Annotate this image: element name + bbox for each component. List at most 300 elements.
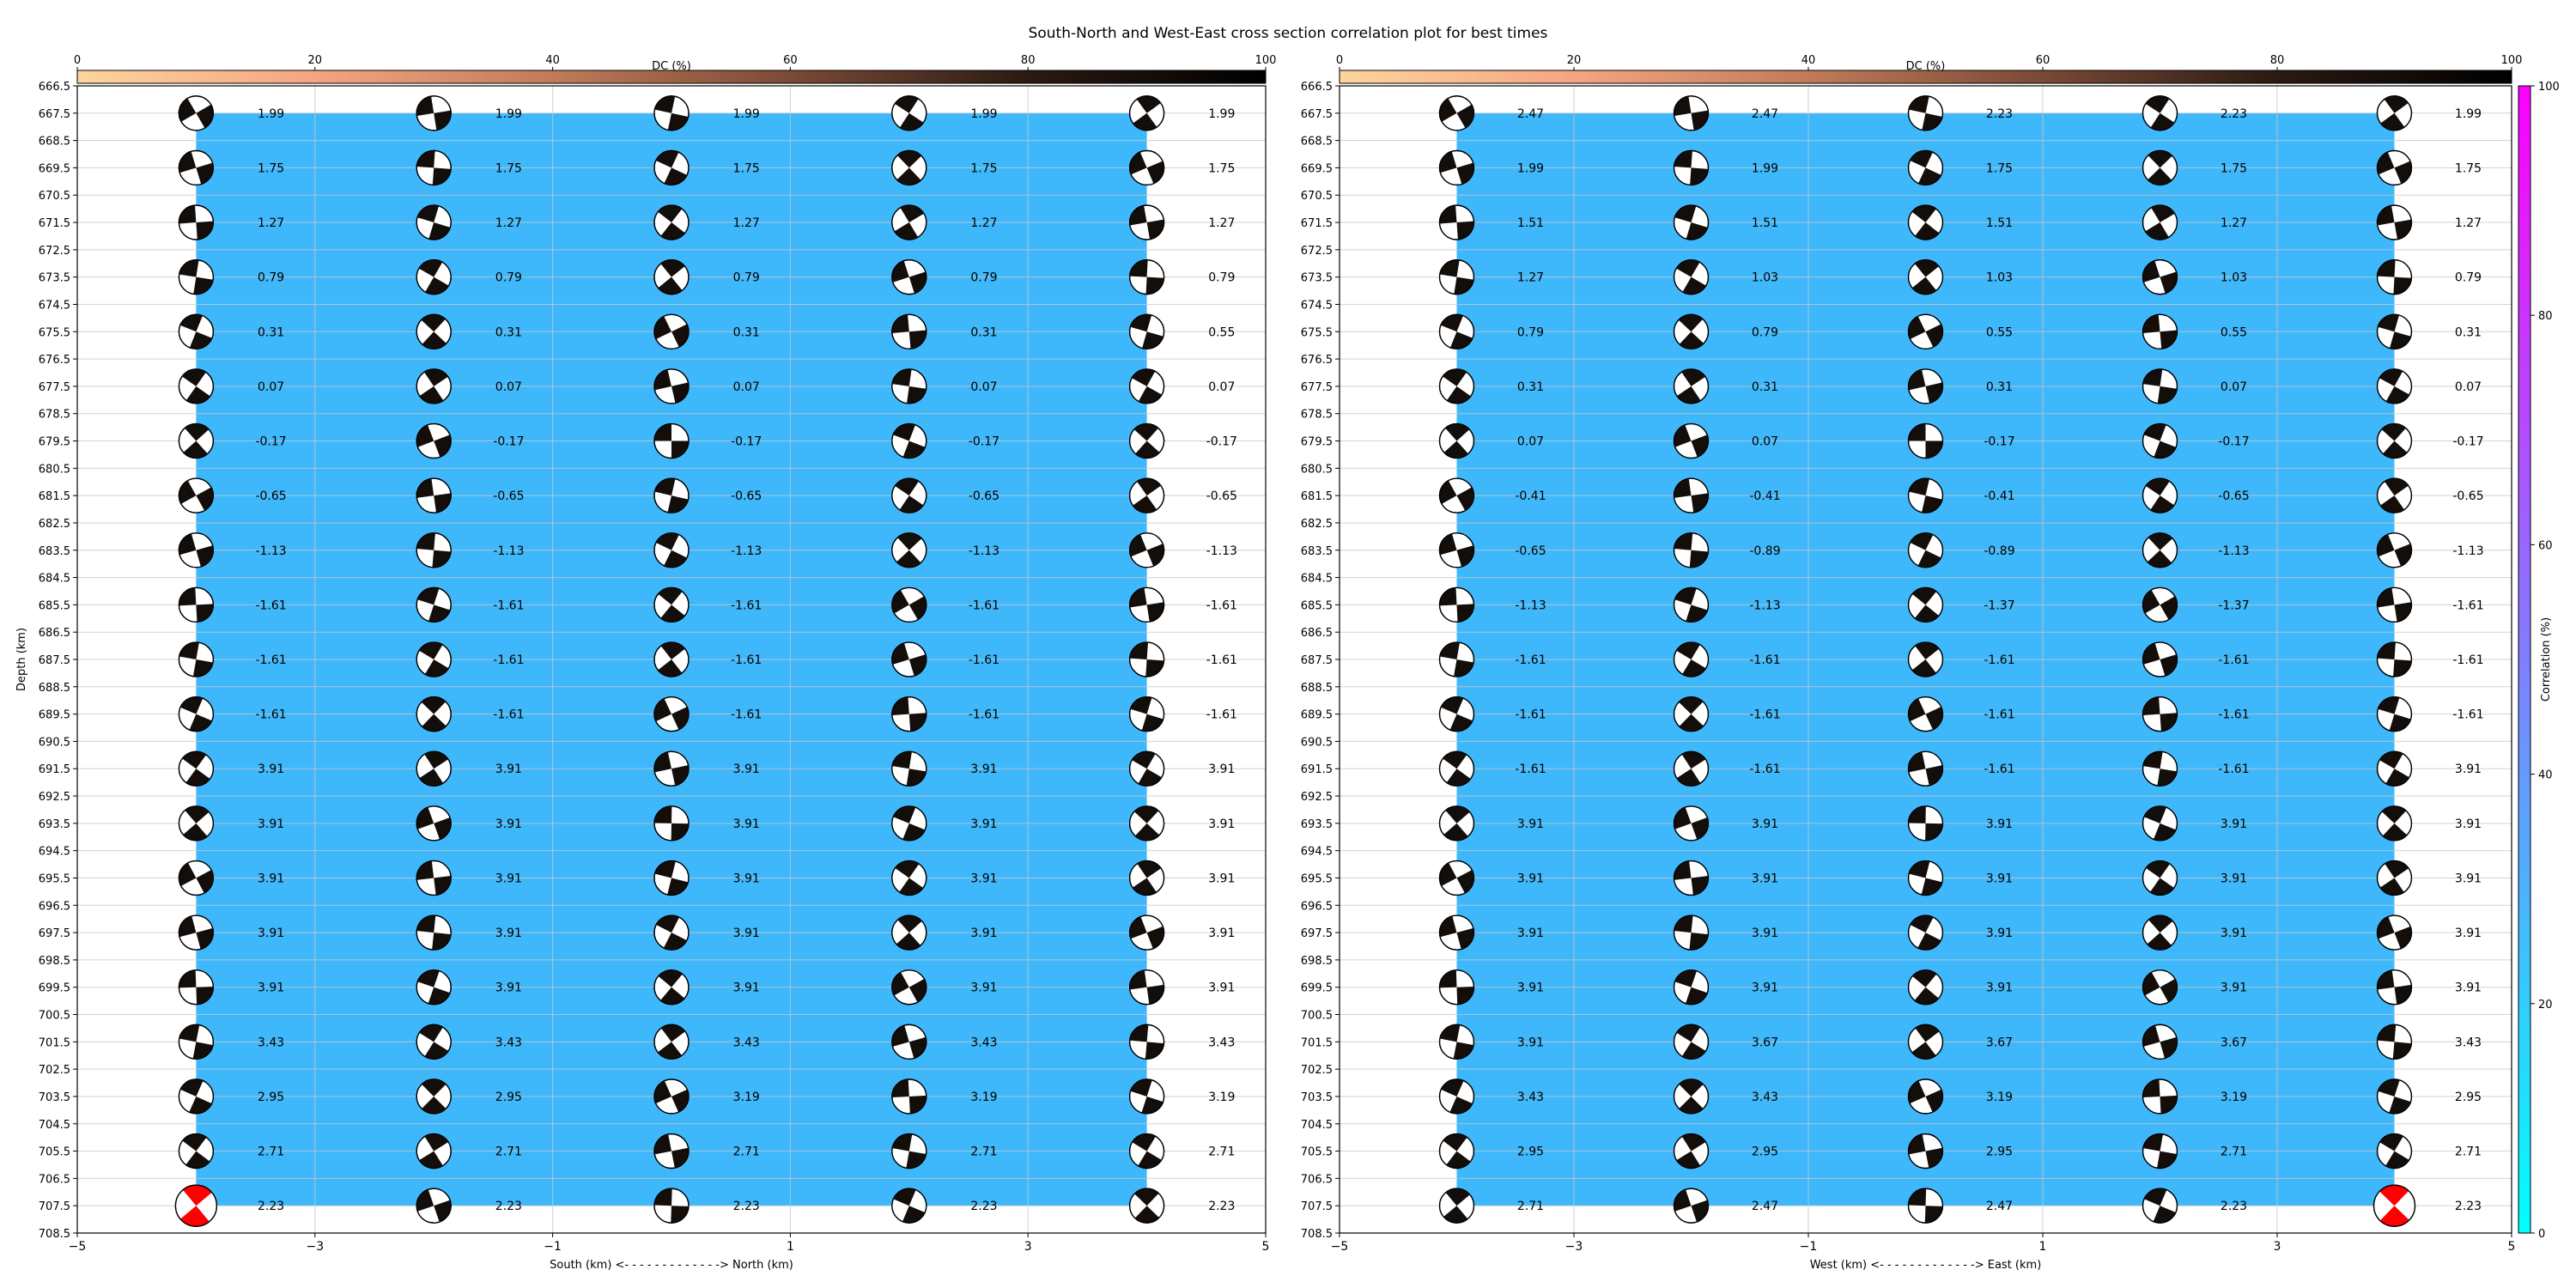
beachball xyxy=(179,1079,213,1114)
beachball xyxy=(1440,150,1474,185)
y-tick-label: 680.5 xyxy=(38,463,70,477)
time-label: 1.99 xyxy=(1516,161,1545,176)
y-tick-label: 674.5 xyxy=(38,299,70,313)
time-label: -1.61 xyxy=(1749,762,1781,777)
time-label: -1.13 xyxy=(2452,544,2484,558)
time-label: -0.17 xyxy=(968,434,1000,449)
y-tick-label: 671.5 xyxy=(1300,217,1333,231)
time-label: 2.71 xyxy=(2220,1145,2248,1159)
time-label: 1.51 xyxy=(1516,216,1545,231)
beachball xyxy=(1909,205,1943,240)
y-tick-label: 673.5 xyxy=(38,271,70,285)
beachball xyxy=(654,369,689,404)
time-label: 1.99 xyxy=(1208,106,1236,121)
beachball xyxy=(1674,478,1709,513)
time-label: 0.55 xyxy=(1985,325,2014,340)
beachball xyxy=(1130,314,1164,349)
beachball xyxy=(1674,1188,1709,1223)
time-label: -0.65 xyxy=(731,489,762,504)
y-tick-label: 686.5 xyxy=(1300,627,1333,641)
time-label: -1.61 xyxy=(1206,653,1237,667)
beachball xyxy=(1909,314,1943,349)
time-label: 3.43 xyxy=(732,1036,760,1050)
time-label: 3.91 xyxy=(258,927,285,941)
beachball xyxy=(1909,587,1943,622)
beachball xyxy=(654,1079,689,1114)
time-label: 3.19 xyxy=(970,1090,998,1104)
beachball xyxy=(2143,205,2178,240)
beachball xyxy=(2143,970,2178,1005)
x-tick-label: −1 xyxy=(544,1240,562,1254)
time-label: 1.27 xyxy=(1516,270,1545,285)
time-label: 3.91 xyxy=(1208,817,1236,831)
y-tick-label: 696.5 xyxy=(38,900,70,914)
beachball xyxy=(1674,1024,1709,1059)
time-label: 3.91 xyxy=(1516,817,1545,831)
beachball xyxy=(1909,424,1943,459)
time-label: 0.79 xyxy=(1751,325,1779,340)
y-tick-label: 706.5 xyxy=(1300,1173,1333,1187)
y-tick-label: 707.5 xyxy=(38,1200,70,1214)
beachball xyxy=(892,1079,927,1114)
beachball xyxy=(416,205,451,240)
time-label: -0.65 xyxy=(1206,489,1237,504)
beachball xyxy=(416,751,451,786)
time-label: 0.31 xyxy=(1985,380,2014,394)
beachball xyxy=(654,478,689,513)
beachball xyxy=(1440,642,1474,677)
beachball xyxy=(179,314,213,349)
time-label: 3.91 xyxy=(1751,872,1779,886)
y-tick-label: 704.5 xyxy=(38,1118,70,1132)
beachball xyxy=(1130,150,1164,185)
beachball xyxy=(1674,587,1709,622)
beachball xyxy=(1909,915,1943,950)
y-tick-label: 685.5 xyxy=(1300,599,1333,613)
time-label: -1.61 xyxy=(968,708,1000,722)
beachball xyxy=(1909,1134,1943,1169)
beachball xyxy=(416,697,451,732)
time-label: -1.61 xyxy=(2452,653,2484,667)
time-label: -1.61 xyxy=(1749,708,1781,722)
time-label: -0.17 xyxy=(2218,434,2250,449)
beachball xyxy=(179,424,213,459)
time-label: -1.61 xyxy=(1515,653,1546,667)
time-label: 3.91 xyxy=(970,872,998,886)
x-tick-label: 5 xyxy=(2507,1240,2516,1254)
corr-colorbar-tick-label: 20 xyxy=(2538,998,2553,1012)
beachball xyxy=(416,1024,451,1059)
time-label: 3.43 xyxy=(1208,1036,1236,1050)
time-label: 3.43 xyxy=(970,1036,998,1050)
beachball xyxy=(2143,96,2178,131)
beachball xyxy=(416,96,451,131)
beachball xyxy=(2143,424,2178,459)
time-label: 1.75 xyxy=(495,161,522,176)
time-label: 3.91 xyxy=(2454,762,2482,777)
beachball xyxy=(1440,860,1474,895)
time-label: 3.91 xyxy=(1516,981,1545,995)
beachball xyxy=(654,860,689,895)
time-label: 3.91 xyxy=(2454,981,2482,995)
y-tick-label: 705.5 xyxy=(1300,1145,1333,1159)
beachball xyxy=(654,96,689,131)
beachball xyxy=(892,260,927,295)
time-label: -0.65 xyxy=(255,489,287,504)
y-tick-label: 703.5 xyxy=(38,1091,70,1104)
time-label: 1.75 xyxy=(1985,161,2014,176)
time-label: -1.61 xyxy=(255,598,287,613)
time-label: 0.07 xyxy=(258,380,285,394)
time-label: 0.55 xyxy=(2220,325,2248,340)
time-label: -1.61 xyxy=(2218,762,2250,777)
y-tick-label: 690.5 xyxy=(1300,736,1333,750)
dc-colorbar-tick-label: 20 xyxy=(307,54,323,67)
beachball xyxy=(1440,587,1474,622)
beachball xyxy=(2142,1079,2177,1114)
y-tick-label: 679.5 xyxy=(38,435,70,449)
beachball xyxy=(654,1024,689,1059)
beachball xyxy=(654,970,689,1005)
beachball xyxy=(1130,205,1164,240)
beachball xyxy=(1909,860,1943,895)
beachball xyxy=(1440,806,1474,841)
dc-colorbar-label: DC (%) xyxy=(652,60,691,73)
beachball xyxy=(1439,478,1473,513)
beachball xyxy=(1909,533,1943,568)
time-label: 1.27 xyxy=(970,216,998,231)
beachball xyxy=(892,1188,927,1223)
time-label: 2.23 xyxy=(2454,1200,2482,1214)
y-tick-label: 678.5 xyxy=(38,408,70,422)
beachball xyxy=(2378,369,2412,404)
time-label: 0.07 xyxy=(1516,434,1545,449)
time-label: 0.07 xyxy=(2220,380,2248,394)
beachball xyxy=(1440,96,1474,131)
time-label: -1.13 xyxy=(1515,598,1546,613)
beachball xyxy=(2378,260,2412,295)
time-label: 3.91 xyxy=(2220,981,2248,995)
y-tick-label: 694.5 xyxy=(1300,845,1333,859)
beachball xyxy=(892,478,927,513)
beachball xyxy=(1440,970,1474,1005)
y-tick-label: 686.5 xyxy=(38,627,70,641)
time-label: 3.91 xyxy=(1208,872,1236,886)
beachball xyxy=(416,260,451,295)
beachball xyxy=(654,587,689,622)
beachball xyxy=(2143,751,2178,786)
beachball xyxy=(654,1134,689,1169)
beachball xyxy=(654,697,689,732)
beachball xyxy=(1674,697,1709,732)
y-tick-label: 670.5 xyxy=(38,190,70,204)
y-tick-label: 688.5 xyxy=(1300,681,1333,695)
beachball xyxy=(1674,642,1709,677)
beachball xyxy=(179,806,213,841)
time-label: 1.51 xyxy=(1751,216,1779,231)
beachball xyxy=(416,150,451,185)
time-label: 1.27 xyxy=(1208,216,1236,231)
time-label: 3.91 xyxy=(258,762,285,777)
beachball xyxy=(2378,642,2412,677)
beachball xyxy=(892,642,927,677)
time-label: -1.61 xyxy=(1984,653,2015,667)
time-label: 3.19 xyxy=(2220,1090,2248,1104)
beachball xyxy=(1674,150,1709,185)
y-tick-label: 698.5 xyxy=(38,954,70,968)
time-label: 3.91 xyxy=(1208,927,1236,941)
beachball xyxy=(2377,915,2411,950)
time-label: 2.23 xyxy=(970,1200,998,1214)
time-label: 0.07 xyxy=(1751,434,1779,449)
beachball xyxy=(1674,915,1709,950)
beachball xyxy=(2378,970,2412,1005)
beachball xyxy=(179,96,213,131)
beachball xyxy=(1440,1188,1474,1223)
beachball xyxy=(2143,806,2178,841)
time-label: 2.47 xyxy=(1985,1200,2014,1214)
y-tick-label: 684.5 xyxy=(38,572,70,586)
x-tick-label: −3 xyxy=(1564,1240,1583,1254)
beachball xyxy=(892,1134,927,1169)
beachball xyxy=(1674,533,1709,568)
time-label: -0.17 xyxy=(1984,434,2015,449)
corr-colorbar-tick-label: 60 xyxy=(2538,539,2553,553)
corr-colorbar-tick-label: 80 xyxy=(2538,310,2553,324)
y-tick-label: 687.5 xyxy=(38,654,70,667)
beachball xyxy=(1440,205,1474,240)
time-label: 3.91 xyxy=(495,981,522,995)
time-label: 3.91 xyxy=(2220,927,2248,941)
time-label: -1.61 xyxy=(968,653,1000,667)
y-tick-label: 670.5 xyxy=(1300,190,1333,204)
beachball xyxy=(1674,424,1709,459)
y-tick-label: 683.5 xyxy=(38,544,70,558)
time-label: -1.61 xyxy=(255,708,287,722)
beachball xyxy=(1440,697,1474,732)
time-label: -1.61 xyxy=(731,598,762,613)
time-label: 3.19 xyxy=(1985,1090,2014,1104)
time-label: 0.07 xyxy=(495,380,522,394)
beachball xyxy=(892,96,927,131)
time-label: 3.91 xyxy=(1516,1036,1545,1050)
dc-colorbar-tick-label: 60 xyxy=(783,54,798,67)
y-tick-label: 672.5 xyxy=(1300,244,1333,258)
y-tick-label: 666.5 xyxy=(1300,81,1333,94)
time-label: -1.61 xyxy=(2452,708,2484,722)
y-tick-label: 688.5 xyxy=(38,681,70,695)
beachball xyxy=(654,806,689,841)
y-tick-label: 676.5 xyxy=(1300,354,1333,368)
beachball xyxy=(2143,1188,2178,1223)
time-label: 0.79 xyxy=(1516,325,1545,340)
time-label: 3.19 xyxy=(732,1090,760,1104)
y-tick-label: 702.5 xyxy=(38,1064,70,1078)
beachball xyxy=(1674,751,1709,786)
time-label: 2.23 xyxy=(258,1200,285,1214)
beachball xyxy=(1440,314,1474,349)
time-label: 2.95 xyxy=(1516,1145,1545,1159)
time-label: 3.91 xyxy=(970,762,998,777)
dc-colorbar-tick-label: 60 xyxy=(2035,54,2050,67)
time-label: 2.47 xyxy=(1516,106,1545,121)
time-label: 1.27 xyxy=(732,216,760,231)
corr-colorbar-tick-label: 100 xyxy=(2538,81,2560,94)
time-label: 3.91 xyxy=(2220,817,2248,831)
time-label: 3.91 xyxy=(732,872,760,886)
time-label: 2.23 xyxy=(1985,106,2014,121)
dc-colorbar-tick-label: 100 xyxy=(1255,54,1277,67)
time-label: -1.37 xyxy=(1984,598,2015,613)
beachball xyxy=(892,424,927,459)
time-label: -1.13 xyxy=(1206,544,1237,558)
y-tick-label: 699.5 xyxy=(1300,981,1333,995)
y-tick-label: 673.5 xyxy=(1300,271,1333,285)
time-label: 3.91 xyxy=(970,927,998,941)
time-label: 0.07 xyxy=(970,380,998,394)
beachball xyxy=(892,915,927,950)
time-label: -1.61 xyxy=(2218,653,2250,667)
y-tick-label: 700.5 xyxy=(1300,1009,1333,1023)
y-tick-label: 707.5 xyxy=(1300,1200,1333,1214)
time-label: 0.31 xyxy=(970,325,998,340)
beachball xyxy=(1674,260,1709,295)
x-axis-label: West (km) <- - - - - - - - - - - - -> East (km) xyxy=(1809,1259,2042,1272)
beachball xyxy=(2378,314,2412,349)
time-label: -0.17 xyxy=(493,434,525,449)
x-tick-label: −1 xyxy=(1799,1240,1818,1254)
beachball xyxy=(179,642,213,677)
time-label: 1.03 xyxy=(1751,270,1779,285)
correlation-colorbar-label: Correlation (%) xyxy=(2540,617,2553,702)
time-label: -0.65 xyxy=(493,489,525,504)
beachball xyxy=(654,424,689,459)
beachball xyxy=(1909,642,1943,677)
time-label: -0.65 xyxy=(1515,544,1546,558)
x-tick-label: 1 xyxy=(2038,1240,2047,1254)
time-label: 2.95 xyxy=(1985,1145,2014,1159)
time-label: 1.75 xyxy=(1208,161,1236,176)
beachball xyxy=(179,1024,213,1059)
beachball xyxy=(175,1185,216,1226)
beachball xyxy=(2378,533,2412,568)
time-label: -0.89 xyxy=(1749,544,1781,558)
y-tick-label: 681.5 xyxy=(1300,490,1333,504)
beachball xyxy=(2378,205,2412,240)
beachball xyxy=(892,150,927,185)
beachball xyxy=(2378,96,2412,131)
beachball xyxy=(654,915,689,950)
time-label: -0.65 xyxy=(2218,489,2250,504)
beachball xyxy=(416,424,451,459)
time-label: 1.99 xyxy=(258,106,285,121)
beachball xyxy=(1130,369,1164,404)
time-label: 3.91 xyxy=(258,981,285,995)
dc-colorbar-tick-label: 80 xyxy=(1020,54,1036,67)
time-label: 3.43 xyxy=(495,1036,522,1050)
beachball xyxy=(416,533,451,568)
beachball xyxy=(892,860,927,895)
time-label: 3.19 xyxy=(1208,1090,1236,1104)
time-label: -1.61 xyxy=(1206,708,1237,722)
beachball xyxy=(2143,1134,2178,1169)
y-tick-label: 700.5 xyxy=(38,1009,70,1023)
time-label: -1.13 xyxy=(731,544,762,558)
beachball xyxy=(416,642,451,677)
beachball xyxy=(892,1024,927,1059)
y-tick-label: 692.5 xyxy=(1300,791,1333,805)
beachball xyxy=(1130,533,1164,568)
time-label: 2.71 xyxy=(1516,1200,1545,1214)
time-label: 3.91 xyxy=(732,762,760,777)
y-tick-label: 669.5 xyxy=(38,162,70,176)
time-label: -1.61 xyxy=(731,653,762,667)
time-label: 2.71 xyxy=(495,1145,522,1159)
dc-colorbar-tick-label: 0 xyxy=(1335,54,1344,67)
time-label: 0.79 xyxy=(732,270,760,285)
beachball xyxy=(179,150,213,185)
beachball xyxy=(1130,1134,1164,1169)
beachball xyxy=(1130,260,1164,295)
time-label: -1.61 xyxy=(493,598,525,613)
time-label: 1.75 xyxy=(2220,161,2248,176)
beachball xyxy=(1130,860,1164,895)
time-label: -0.17 xyxy=(2452,434,2484,449)
y-tick-label: 701.5 xyxy=(1300,1036,1333,1050)
time-label: 3.91 xyxy=(1985,981,2014,995)
time-label: -0.17 xyxy=(731,434,762,449)
beachball xyxy=(654,642,689,677)
y-tick-label: 682.5 xyxy=(1300,517,1333,531)
time-label: 0.31 xyxy=(2454,325,2482,340)
beachball xyxy=(416,587,451,622)
dc-colorbar-tick-label: 20 xyxy=(1566,54,1582,67)
time-label: 1.27 xyxy=(495,216,522,231)
time-label: -1.61 xyxy=(1984,762,2015,777)
x-tick-label: 5 xyxy=(1261,1240,1270,1254)
beachball xyxy=(1909,1079,1943,1114)
y-tick-label: 698.5 xyxy=(1300,954,1333,968)
y-tick-label: 693.5 xyxy=(38,817,70,831)
beachball xyxy=(2378,1134,2412,1169)
beachball xyxy=(2378,751,2412,786)
beachball xyxy=(179,1134,213,1169)
beachball xyxy=(2378,150,2412,185)
beachball xyxy=(416,1134,451,1169)
time-label: 1.75 xyxy=(732,161,760,176)
beachball xyxy=(2378,1024,2412,1059)
y-tick-label: 677.5 xyxy=(1300,380,1333,394)
time-label: 3.91 xyxy=(495,927,522,941)
chart-layer xyxy=(15,54,2560,1272)
time-label: 0.07 xyxy=(2454,380,2482,394)
beachball xyxy=(2378,860,2412,895)
beachball xyxy=(2143,642,2178,677)
time-label: 0.31 xyxy=(1751,380,1779,394)
y-tick-label: 685.5 xyxy=(38,599,70,613)
x-tick-label: −5 xyxy=(1330,1240,1349,1254)
beachball xyxy=(892,369,927,404)
time-label: 3.91 xyxy=(258,817,285,831)
dc-colorbar-tick-label: 80 xyxy=(2269,54,2285,67)
time-label: 0.31 xyxy=(732,325,760,340)
beachball xyxy=(179,478,213,513)
beachball xyxy=(179,915,213,950)
time-label: 0.79 xyxy=(258,270,285,285)
beachball xyxy=(1130,1024,1164,1059)
beachball xyxy=(2143,915,2178,950)
beachball xyxy=(1909,751,1943,786)
